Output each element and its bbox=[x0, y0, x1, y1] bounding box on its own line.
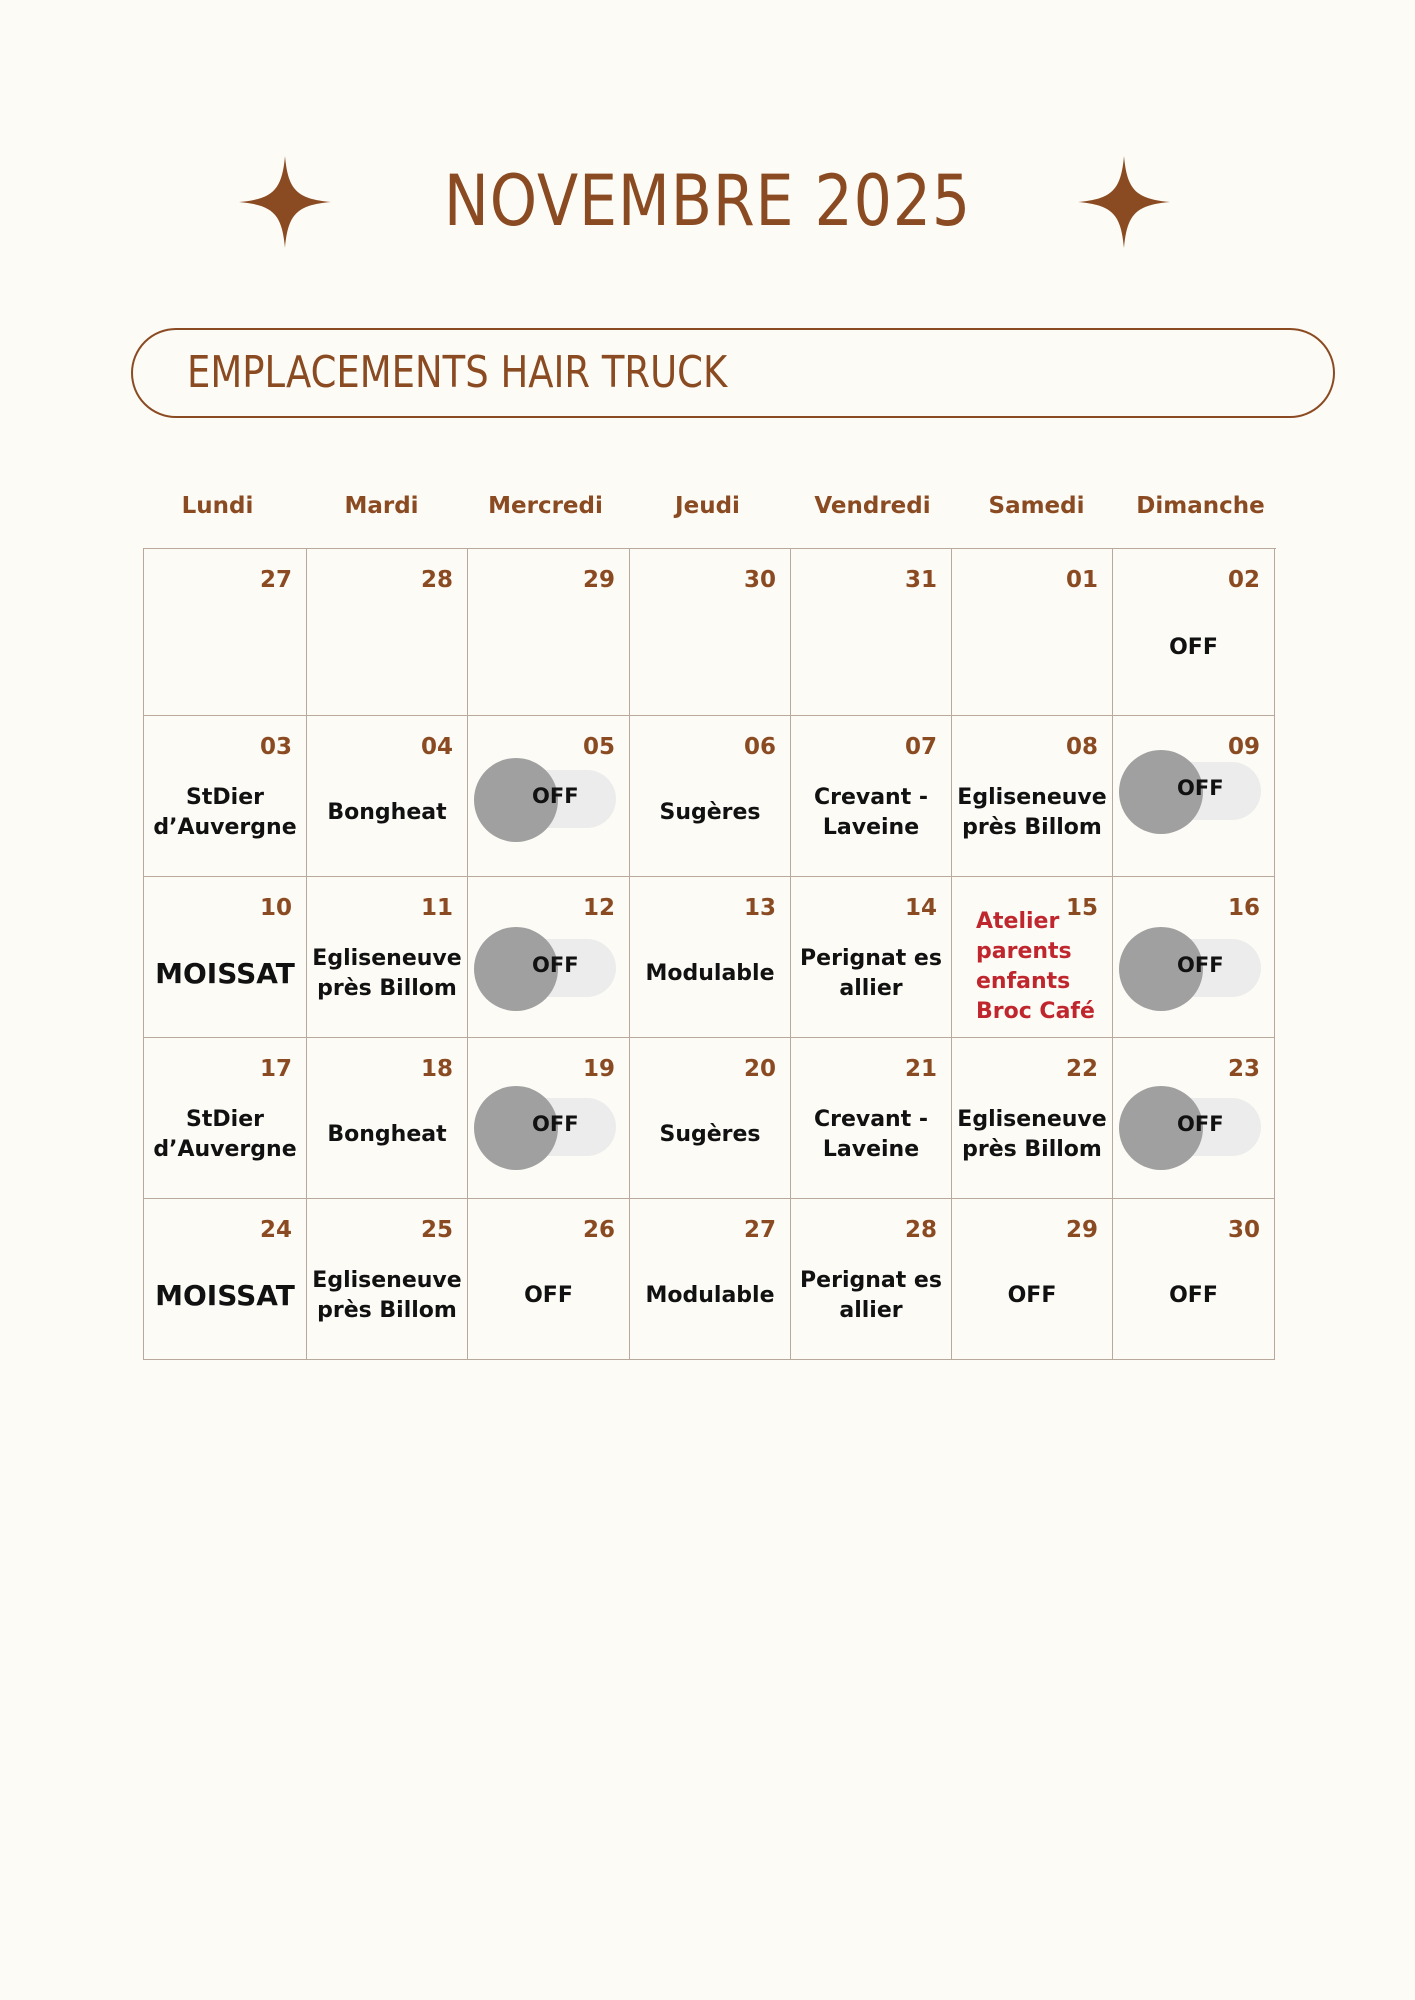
location-line: Egliseneuve bbox=[312, 1268, 462, 1293]
day-cell bbox=[1113, 1038, 1275, 1199]
location-line: Laveine bbox=[822, 815, 920, 840]
day-cell bbox=[468, 716, 630, 877]
day-cell bbox=[144, 549, 307, 716]
day-cell bbox=[952, 549, 1113, 716]
day-number: 06 bbox=[743, 734, 776, 760]
location-line: MOISSAT bbox=[155, 957, 295, 990]
location-line: Laveine bbox=[822, 1137, 920, 1162]
day-cell bbox=[307, 1038, 468, 1199]
calendar-grid bbox=[143, 548, 1276, 1360]
day-number: 25 bbox=[420, 1217, 453, 1243]
day-cell bbox=[630, 877, 791, 1038]
location-text bbox=[632, 959, 788, 989]
day-number: 28 bbox=[420, 567, 453, 593]
location-line: OFF bbox=[1007, 1283, 1057, 1308]
day-cell bbox=[630, 549, 791, 716]
location-line: StDier bbox=[186, 785, 264, 810]
location-line: d’Auvergne bbox=[153, 1137, 297, 1162]
day-number: 10 bbox=[259, 895, 292, 921]
location-text bbox=[632, 1281, 788, 1311]
location-text bbox=[793, 1266, 949, 1326]
day-number: 30 bbox=[1227, 1217, 1260, 1243]
day-cell bbox=[630, 1038, 791, 1199]
subtitle-banner bbox=[131, 328, 1335, 418]
day-number: 29 bbox=[582, 567, 615, 593]
day-number: 03 bbox=[259, 734, 292, 760]
off-toggle bbox=[1119, 933, 1261, 993]
location-text bbox=[793, 1105, 949, 1165]
day-number: 22 bbox=[1065, 1056, 1098, 1082]
day-cell bbox=[791, 877, 952, 1038]
location-line: près Billom bbox=[962, 1137, 1102, 1162]
toggle-label: OFF bbox=[1177, 1112, 1224, 1136]
off-toggle bbox=[1119, 756, 1261, 816]
day-cell bbox=[791, 1199, 952, 1360]
day-cell bbox=[307, 549, 468, 716]
day-number: 31 bbox=[904, 567, 937, 593]
day-number: 12 bbox=[582, 895, 615, 921]
day-cell bbox=[144, 1038, 307, 1199]
weekday-label: Samedi bbox=[988, 493, 1085, 519]
day-cell bbox=[307, 877, 468, 1038]
location-line: allier bbox=[839, 1298, 903, 1323]
location-line: MOISSAT bbox=[155, 1279, 295, 1312]
location-line: Modulable bbox=[645, 1283, 775, 1308]
day-number: 15 bbox=[1065, 895, 1098, 921]
toggle-label: OFF bbox=[532, 953, 579, 977]
location-line: Sugères bbox=[659, 800, 761, 825]
day-cell bbox=[1113, 877, 1275, 1038]
location-line: près Billom bbox=[317, 976, 457, 1001]
location-text bbox=[793, 944, 949, 1004]
day-cell bbox=[952, 1038, 1113, 1199]
page-title: NOVEMBRE 2025 bbox=[443, 160, 972, 242]
subtitle-text: EMPLACEMENTS HAIR TRUCK bbox=[187, 347, 728, 398]
location-line: Broc Café bbox=[976, 999, 1095, 1024]
day-number: 18 bbox=[420, 1056, 453, 1082]
day-number: 23 bbox=[1227, 1056, 1260, 1082]
location-line: OFF bbox=[1169, 1283, 1218, 1308]
day-cell bbox=[1113, 1199, 1275, 1360]
location-text bbox=[146, 959, 304, 989]
location-text bbox=[1115, 633, 1272, 663]
day-number: 24 bbox=[259, 1217, 292, 1243]
day-cell bbox=[468, 877, 630, 1038]
toggle-label: OFF bbox=[532, 784, 579, 808]
location-line: Egliseneuve bbox=[312, 946, 462, 971]
day-cell bbox=[791, 1038, 952, 1199]
day-cell bbox=[952, 877, 1113, 1038]
day-number: 07 bbox=[904, 734, 937, 760]
location-line: près Billom bbox=[317, 1298, 457, 1323]
location-line: enfants bbox=[976, 969, 1071, 994]
day-number: 14 bbox=[904, 895, 937, 921]
location-text bbox=[793, 783, 949, 843]
location-line: Egliseneuve bbox=[957, 1107, 1107, 1132]
day-cell bbox=[468, 1038, 630, 1199]
day-cell bbox=[952, 1199, 1113, 1360]
day-cell bbox=[144, 716, 307, 877]
day-number: 21 bbox=[904, 1056, 937, 1082]
location-line: parents bbox=[976, 939, 1072, 964]
location-line: Perignat es bbox=[800, 946, 942, 971]
weekday-label: Vendredi bbox=[814, 493, 931, 519]
weekday-label: Lundi bbox=[181, 493, 254, 519]
location-line: près Billom bbox=[962, 815, 1102, 840]
location-text bbox=[632, 798, 788, 828]
day-number: 27 bbox=[743, 1217, 776, 1243]
day-cell bbox=[144, 1199, 307, 1360]
toggle-label: OFF bbox=[1177, 953, 1224, 977]
location-text bbox=[954, 783, 1110, 843]
weekday-label: Mercredi bbox=[488, 493, 603, 519]
day-number: 08 bbox=[1065, 734, 1098, 760]
day-cell bbox=[468, 1199, 630, 1360]
day-number: 11 bbox=[420, 895, 453, 921]
location-line: Perignat es bbox=[800, 1268, 942, 1293]
location-line: allier bbox=[839, 976, 903, 1001]
weekday-label: Dimanche bbox=[1136, 493, 1265, 519]
day-number: 20 bbox=[743, 1056, 776, 1082]
day-cell bbox=[791, 549, 952, 716]
day-cell bbox=[791, 716, 952, 877]
location-line: Atelier bbox=[976, 909, 1060, 934]
location-text bbox=[309, 1120, 465, 1150]
day-cell bbox=[630, 716, 791, 877]
location-text bbox=[1115, 1281, 1272, 1311]
location-line: Bongheat bbox=[327, 1122, 447, 1147]
day-number: 16 bbox=[1227, 895, 1260, 921]
day-number: 29 bbox=[1065, 1217, 1098, 1243]
location-text bbox=[309, 1266, 465, 1326]
location-text bbox=[146, 1105, 304, 1165]
day-number: 13 bbox=[743, 895, 776, 921]
day-number: 05 bbox=[582, 734, 615, 760]
toggle-label: OFF bbox=[532, 1112, 579, 1136]
day-number: 30 bbox=[743, 567, 776, 593]
off-toggle bbox=[474, 764, 616, 824]
day-number: 01 bbox=[1065, 567, 1098, 593]
day-cell bbox=[307, 1199, 468, 1360]
event-text bbox=[976, 907, 1110, 1027]
day-number: 27 bbox=[259, 567, 292, 593]
day-number: 19 bbox=[582, 1056, 615, 1082]
day-cell bbox=[307, 716, 468, 877]
day-cell bbox=[1113, 549, 1275, 716]
day-number: 02 bbox=[1227, 567, 1260, 593]
weekday-label: Mardi bbox=[344, 493, 419, 519]
day-cell bbox=[630, 1199, 791, 1360]
location-text bbox=[146, 783, 304, 843]
location-line: Egliseneuve bbox=[957, 785, 1107, 810]
day-number: 26 bbox=[582, 1217, 615, 1243]
day-cell bbox=[1113, 716, 1275, 877]
location-text bbox=[954, 1105, 1110, 1165]
location-text bbox=[954, 1281, 1110, 1311]
day-cell bbox=[468, 549, 630, 716]
location-line: StDier bbox=[186, 1107, 264, 1132]
location-line: OFF bbox=[1169, 635, 1218, 660]
location-line: Crevant - bbox=[813, 785, 929, 810]
day-number: 04 bbox=[420, 734, 453, 760]
location-text bbox=[146, 1281, 304, 1311]
day-number: 09 bbox=[1227, 734, 1260, 760]
off-toggle bbox=[474, 933, 616, 993]
location-text bbox=[309, 944, 465, 1004]
sparkle-star-icon bbox=[1074, 152, 1174, 252]
weekday-label: Jeudi bbox=[675, 493, 740, 519]
location-line: Sugères bbox=[659, 1122, 761, 1147]
day-cell bbox=[144, 877, 307, 1038]
location-line: Bongheat bbox=[327, 800, 447, 825]
toggle-label: OFF bbox=[1177, 776, 1224, 800]
location-text bbox=[470, 1281, 627, 1311]
day-cell bbox=[952, 716, 1113, 877]
location-line: d’Auvergne bbox=[153, 815, 297, 840]
location-text bbox=[309, 798, 465, 828]
location-line: Crevant - bbox=[813, 1107, 929, 1132]
location-line: Modulable bbox=[645, 961, 775, 986]
location-text bbox=[632, 1120, 788, 1150]
day-number: 17 bbox=[259, 1056, 292, 1082]
location-line: OFF bbox=[524, 1283, 573, 1308]
off-toggle bbox=[1119, 1092, 1261, 1152]
off-toggle bbox=[474, 1092, 616, 1152]
day-number: 28 bbox=[904, 1217, 937, 1243]
